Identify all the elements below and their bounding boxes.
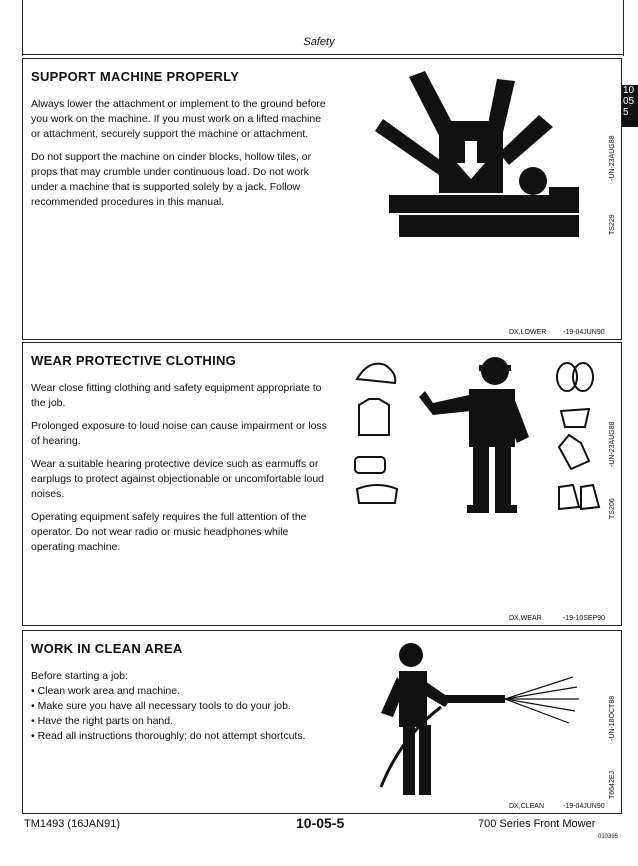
section-clean-area [22,630,622,814]
paragraph: Wear close fitting clothing and safety equipment appropriate to the job. [31,382,322,409]
section-body [31,669,327,744]
footer-manual-id: TM1493 (16JAN91) [24,818,120,830]
ref-date: -19-04JUN90 [563,329,605,336]
ref-date: -19-04JUN90 [563,803,605,810]
ref-code: DX,LOWER [509,329,547,336]
section-protective-clothing [22,342,622,626]
bullet-item: • Make sure you have all necessary tools to do your job. [31,700,291,712]
paragraph: Always lower the attachment or implement to the ground before you work on the machine. If you must work on a lifted machine or attachment, securely support the machine or attachment. [31,98,326,140]
paragraph: Operating equipment safely requires the full attention of the operator. Do not wear radio or music headphones while operating machine. [31,511,307,553]
pressure-washer-illustration [341,637,609,801]
tab-line-1: 10 [623,85,635,96]
section-support-machine [22,58,622,340]
footer-product: 700 Series Front Mower [478,818,596,830]
tab-line-2: 05 [623,96,635,107]
section-body [31,97,327,218]
ref-code: DX,CLEAN [509,803,545,810]
bullet-item: • Have the right parts on hand. [31,715,174,727]
figure-code-right: -UN-23AUG88 [609,135,616,181]
figure-code-left: T6642EJ [609,770,616,799]
paragraph: Do not support the machine on cinder blocks, hollow tiles, or props that may crumble under continuous load. Do not work under a machine that is supported solely by a jack. Follow recommended procedures in this manual. [31,151,312,208]
paragraph: Wear a suitable hearing protective device such as earmuffs or earplugs to protect against objectionable or uncomfortable loud noises. [31,458,325,500]
paragraph: Prolonged exposure to loud noise can cause impairment or loss of hearing. [31,420,327,447]
header-rule [22,54,623,55]
ref-code: DX,WEAR [509,615,542,622]
footer-small-code: 010395 [598,834,619,840]
bullet-item: • Clean work area and machine. [31,685,181,697]
figure-code-left: TS206 [609,498,616,519]
section-title: WORK IN CLEAN AREA [31,641,183,656]
section-title: SUPPORT MACHINE PROPERLY [31,69,240,84]
protective-gear-illustration [349,351,611,521]
section-body [31,381,327,563]
figure-code-right: -UN-18OCT88 [609,695,616,741]
page-header-title: Safety [303,36,335,48]
section-tab [622,85,638,127]
ref-date: -19-10SEP90 [563,615,606,622]
figure-code-right: -UN-23AUG88 [609,421,616,467]
section-title: WEAR PROTECTIVE CLOTHING [31,353,237,368]
tab-line-3: 5 [623,107,629,118]
figure-code-left: TS229 [609,214,616,235]
footer-page-number: 10-05-5 [296,815,345,831]
bullet-item: • Read all instructions thoroughly; do not attempt shortcuts. [31,730,306,742]
intro-line: Before starting a job: [31,670,128,682]
crushed-person-illustration [369,69,603,239]
